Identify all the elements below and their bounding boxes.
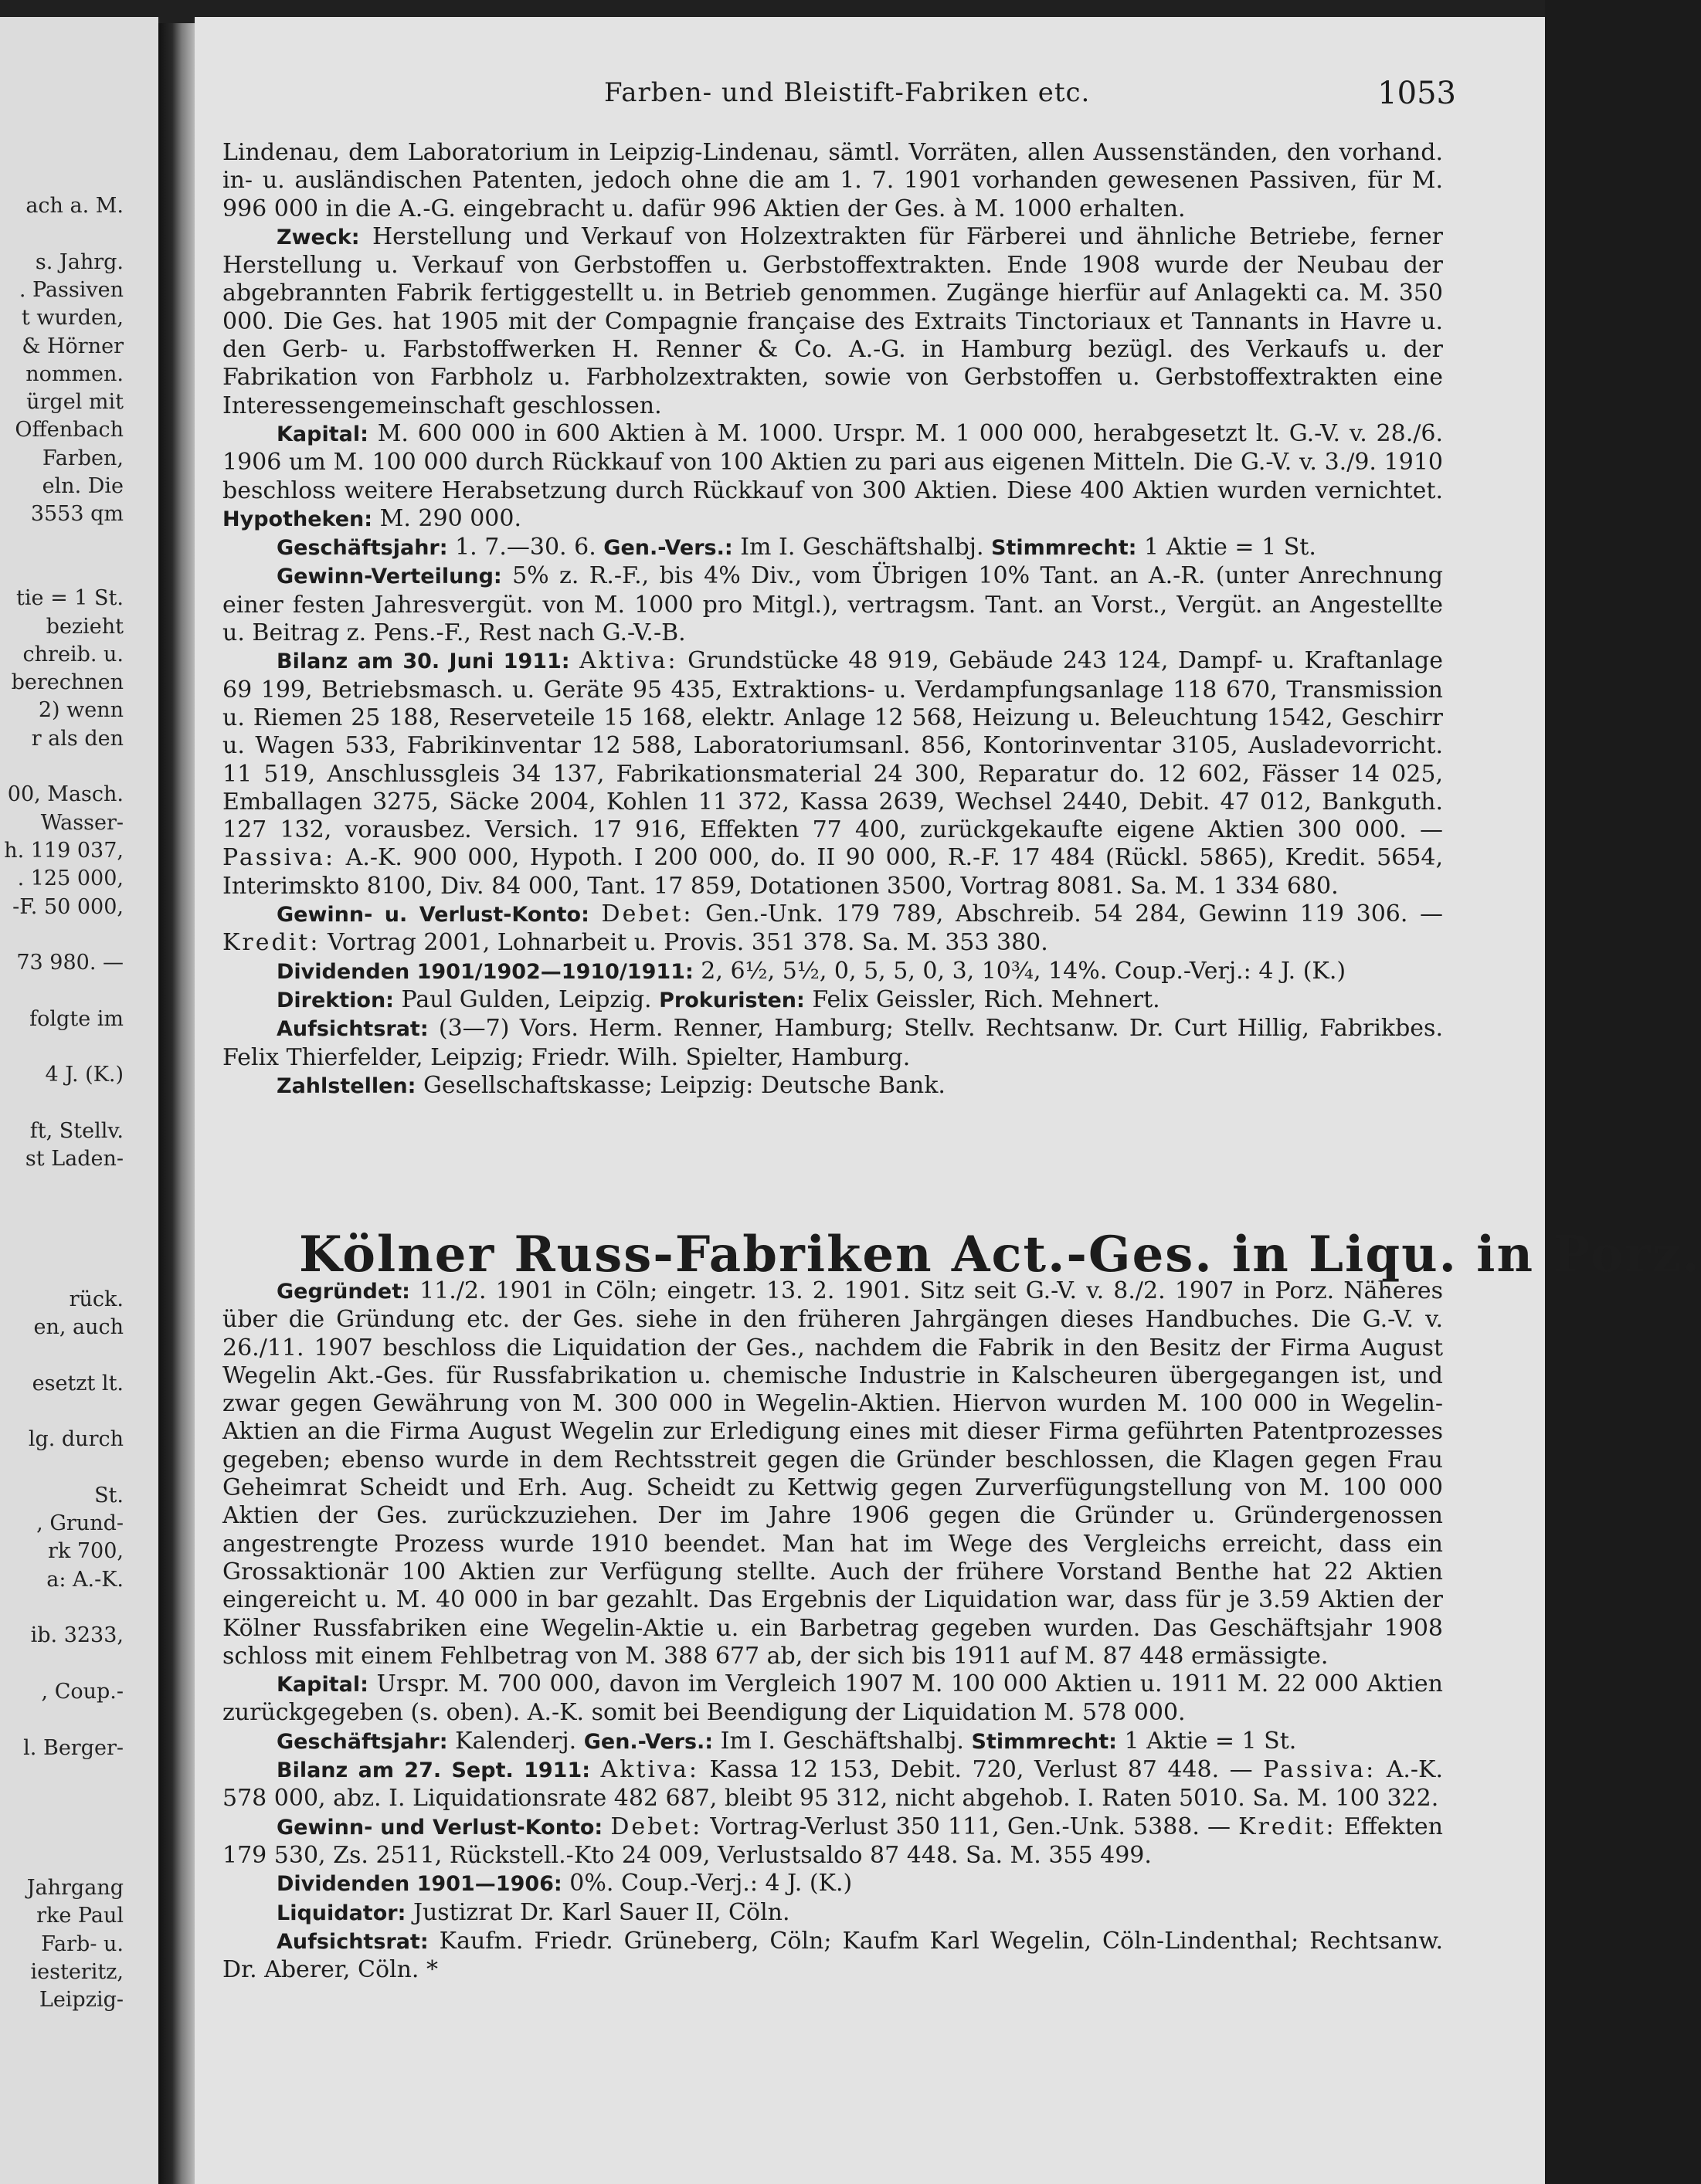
- left-page-line: rke Paul: [36, 1904, 124, 1928]
- left-page-line: h. 119 037,: [4, 838, 124, 863]
- section-dividenden: Dividenden 1901/1902—1910/1911: 2, 6½, 5½, 0, 5, 5, 0, 3, 10¾, 14%. Coup.-Verj.: 4 J. (K.): [277, 957, 1346, 985]
- left-page-line: rück.: [69, 1287, 124, 1311]
- left-page-line: eln. Die: [42, 474, 124, 498]
- left-page-line: bezieht: [46, 614, 124, 639]
- section-direktion: Direktion: Paul Gulden, Leipzig. Prokuristen: Felix Geissler, Rich. Mehnert.: [277, 985, 1160, 1013]
- left-page-line: berechnen: [11, 670, 124, 695]
- entry-koelner-russ: [222, 1277, 1443, 1984]
- left-page-line: & Hörner: [22, 334, 124, 358]
- left-page-line: Offenbach: [15, 418, 124, 443]
- section-kapital: Kapital: Urspr. M. 700 000, davon im Vergleich 1907 M. 100 000 Aktien u. 1911 M. 22 000 Aktien zurückgegeben (s. oben). A.-K. somit bei Beendigung der Liquidation M. 578 000.: [222, 1670, 1443, 1727]
- left-page-line: 4 J. (K.): [45, 1063, 124, 1087]
- section-geschaeftsjahr: Geschäftsjahr: Kalenderj. Gen.-Vers.: Im I. Geschäftshalbj. Stimmrecht: 1 Aktie = 1 St.: [277, 1727, 1297, 1755]
- section-zahlstellen: Zahlstellen: Gesellschaftskasse; Leipzig: Deutsche Bank.: [277, 1071, 946, 1099]
- section-zweck: Zweck: Herstellung und Verkauf von Holzextrakten für Färberei und ähnliche Betriebe, ferner Herstellung u. Verkauf von Gerbstoffen u. Gerbstoffextrakten. Ende 1908 wurde der Neubau der abgebrannten Fabrik fertiggestellt u. in Betrieb genommen. Zugänge hierfür auf Anlagekti ca. M. 350 000. Die Ges. hat 1905 mit der Compagnie française des Extraits Tinctoriaux et Tannants in Havre u. den Gerb- u. Farbstoffwerken H. Renner & Co. A.-G. in Hamburg bezügl. des Verkaufs u. der Fabrikation von Farbholz u. Farbholzextrakten, sowie von Gerbstoffen u. Gerbstoffextrakten eine Interessengemeinschaft geschlossen.: [222, 222, 1443, 419]
- left-page-line: Leipzig-: [39, 1988, 124, 2013]
- left-page-line: nommen.: [25, 361, 124, 386]
- left-page-line: 3553 qm: [30, 502, 124, 527]
- section-bilanz: Bilanz am 27. Sept. 1911: Aktiva: Kassa 12 153, Debit. 720, Verlust 87 448. — Passiva: A.-K. 578 000, abz. I. Liquidationsrate 482 687, bleibt 95 312, nicht abgehob. I. Raten 5010. Sa. M. 100 322.: [222, 1756, 1444, 1813]
- running-title: Farben- und Bleistift-Fabriken etc.: [604, 77, 1091, 108]
- entry-farbholz: [222, 139, 1443, 1100]
- entry-title-koelner-russ: Kölner Russ-Fabriken Act.-Ges. in Liqu. in Porz.: [299, 1226, 1701, 1284]
- left-page-line: lg. durch: [28, 1427, 124, 1452]
- left-page-line: st Laden-: [25, 1147, 124, 1172]
- left-page-line: . 125 000,: [17, 866, 124, 891]
- left-page-line: 00, Masch.: [7, 782, 124, 807]
- section-gewinn-verlust: Gewinn- und Verlust-Konto: Debet: Vortrag-Verlust 350 111, Gen.-Unk. 5388. — Kredit: Effekten 179 530, Zs. 2511, Rückstell.-Kto 24 009, Verlustsaldo 87 448. Sa. M. 355 499.: [222, 1813, 1443, 1869]
- left-page-line: chreib. u.: [22, 642, 124, 666]
- left-page-line: tie = 1 St.: [16, 586, 124, 611]
- section-aufsichtsrat: Aufsichtsrat: (3—7) Vors. Herm. Renner, Hamburg; Stellv. Rechtsanw. Dr. Curt Hillig, Fabrikbes. Felix Thierfelder, Leipzig; Friedr. Wilh. Spielter, Hamburg.: [222, 1015, 1443, 1071]
- section-bilanz: Bilanz am 30. Juni 1911: Aktiva: Grundstücke 48 919, Gebäude 243 124, Dampf- u. Kraftanlage 69 199, Betriebsmasch. u. Geräte 95 435, Extraktions- u. Verdampfungsanlage 118 670, Transmission u. Riemen 25 188, Reserveteile 15 168, elektr. Anlage 12 568, Heizung u. Beleuchtung 1542, Geschirr u. Wagen 533, Fabrikinventar 12 588, Laboratoriumsanl. 856, Kontorinventar 3105, Ausladevorricht. 11 519, Anschlussgleis 34 137, Fabrikationsmaterial 24 300, Reparatur do. 12 602, Fässer 14 025, Emballagen 3275, Säcke 2004, Kohlen 11 372, Kassa 2639, Wechsel 2440, Debit. 47 012, Bankguth. 127 132, vorausbez. Versich. 17 916, Effekten 77 400, zurückgekaufte eigene Aktien 300 000. — Passiva: A.-K. 900 000, Hypoth. I 200 000, do. II 90 000, R.-F. 17 484 (Rückl. 5865), Kredit. 5654, Interimskto 8100, Div. 84 000, Tant. 17 859, Dotationen 3500, Vortrag 8081. Sa. M. 1 334 680.: [222, 647, 1443, 900]
- section-geschaeftsjahr: Geschäftsjahr: 1. 7.—30. 6. Gen.-Vers.: Im I. Geschäftshalbj. Stimmrecht: 1 Aktie = 1 St.: [277, 534, 1316, 561]
- left-page-line: ib. 3233,: [30, 1623, 124, 1648]
- left-page-line: Farb- u.: [41, 1931, 124, 1956]
- left-page-line: St.: [94, 1483, 124, 1507]
- left-page-line: Wasser-: [40, 810, 124, 835]
- left-page-line: a: A.-K.: [46, 1567, 124, 1592]
- left-page-line: iesteritz,: [30, 1959, 124, 1984]
- left-page-line: folgte im: [29, 1006, 124, 1031]
- left-page-line: 73 980. —: [16, 951, 124, 975]
- section-gewinnverteilung: Gewinn-Verteilung: 5% z. R.-F., bis 4% Div., vom Übrigen 10% Tant. an A.-R. (unter Anrechnung einer festen Jahresvergüt. von M. 1000 pro Mitgl.), vertragsm. Tant. an Vorst., Vergüt. an Angestellte u. Beitrag z. Pens.-F., Rest nach G.-V.-B.: [222, 562, 1443, 647]
- left-page-line: ach a. M.: [25, 194, 124, 218]
- section-gewinn-verlust: Gewinn- u. Verlust-Konto: Debet: Gen.-Unk. 179 789, Abschreib. 54 284, Gewinn 119 306. — Kredit: Vortrag 2001, Lohnarbeit u. Provis. 351 378. Sa. M. 353 380.: [222, 900, 1443, 957]
- book-gutter: [158, 23, 195, 2184]
- left-page-line: -F. 50 000,: [12, 894, 124, 919]
- left-page-line: Jahrgang: [26, 1876, 124, 1900]
- section-gegruendet: Gegründet: 11./2. 1901 in Cöln; eingetr. 13. 2. 1901. Sitz seit G.-V. v. 8./2. 1907 in Porz. Näheres über die Gründung etc. der Ges. siehe in den früheren Jahrgängen dieses Handbuches. Die G.-V. v. 26./11. 1907 beschloss die Liquidation der Ges., nachdem die Fabrik in den Besitz der Firma August Wegelin Akt.-Ges. für Russfabrikation u. chemische Industrie in Kalscheuren übergegangen ist, und zwar gegen Gewährung von M. 300 000 in Wegelin-Aktien. Hiervon wurden M. 100 000 in Wegelin-Aktien an die Firma August Wegelin zur Erledigung eines mit dieser Firma geführten Patentprozesses gegeben; ebenso wurde in dem Rechtsstreit gegen die Gründer beschlossen, die Klagen gegen Frau Geheimrat Scheidt und Erh. Aug. Scheidt zu Kettwig gegen Zurverfügungstellung von M. 100 000 Aktien der Ges. zurückzuziehen. Der im Jahre 1906 gegen die Gründer u. Gründergenossen angestrengte Prozess wurde 1910 beendet. Man hat im Wege des Vergleichs erreicht, dass ein Grossaktionär 100 Aktien zur Verfügung stellte. Auch der frühere Vorstand Benthe hat 22 Aktien eingereicht u. M. 40 000 in bar gezahlt. Das Ergebnis der Liquidation war, dass für je 3.59 Aktien der Kölner Russfabriken eine Wegelin-Aktie u. ein Barbetrag gegeben wurden. Das Geschäftsjahr 1908 schloss mit einem Fehlbetrag von M. 388 677 ab, der sich bis 1911 auf M. 87 448 ermässigte.: [222, 1277, 1443, 1670]
- left-page-line: , Coup.-: [41, 1679, 124, 1704]
- left-page-line: ürgel mit: [26, 390, 124, 415]
- left-page-line: l. Berger-: [23, 1735, 124, 1760]
- left-page-line: s. Jahrg.: [35, 249, 124, 274]
- left-page-line: , Grund-: [36, 1511, 124, 1536]
- left-page-line: en, auch: [33, 1315, 124, 1339]
- page-number: 1053: [1377, 76, 1456, 111]
- left-page-line: 2) wenn: [38, 698, 124, 723]
- section-aufsichtsrat: Aufsichtsrat: Kaufm. Friedr. Grüneberg, Cöln; Kaufm Karl Wegelin, Cöln-Lindenthal; Rechtsanw. Dr. Aberer, Cöln. *: [222, 1927, 1443, 1984]
- left-page-line: . Passiven: [19, 277, 124, 302]
- book-page: [195, 17, 1701, 2184]
- left-page-line: esetzt lt.: [32, 1371, 124, 1396]
- section-dividenden: Dividenden 1901—1906: 0%. Coup.-Verj.: 4 J. (K.): [277, 1870, 853, 1897]
- left-page-line: ft, Stellv.: [29, 1118, 124, 1143]
- section-liquidator: Liquidator: Justizrat Dr. Karl Sauer II, Cöln.: [277, 1898, 790, 1926]
- adjacent-page-fragment: [0, 17, 158, 2184]
- left-page-line: t wurden,: [21, 306, 124, 331]
- left-page-line: rk 700,: [48, 1539, 124, 1564]
- left-page-line: r als den: [31, 726, 124, 751]
- entry-intro: Lindenau, dem Laboratorium in Leipzig-Lindenau, sämtl. Vorräten, allen Aussenständen, den vorhand. in- u. ausländischen Patenten, jedoch ohne die am 1. 7. 1901 vorhanden gewesenen Passiven, für M. 996 000 in die A.-G. eingebracht u. dafür 996 Aktien der Ges. à M. 1000 erhalten.: [222, 139, 1443, 222]
- left-page-line: Farben,: [42, 446, 124, 470]
- section-kapital: Kapital: M. 600 000 in 600 Aktien à M. 1000. Urspr. M. 1 000 000, herabgesetzt lt. G.-V. v. 28./6. 1906 um M. 100 000 durch Rückkauf von 100 Aktien zu pari aus eigenen Mitteln. Die G.-V. v. 3./9. 1910 beschloss weitere Herabsetzung durch Rückkauf von 300 Aktien. Diese 400 Aktien wurden vernichtet. Hypotheken: M. 290 000.: [222, 419, 1443, 532]
- footnote-mark: *: [426, 1956, 439, 1984]
